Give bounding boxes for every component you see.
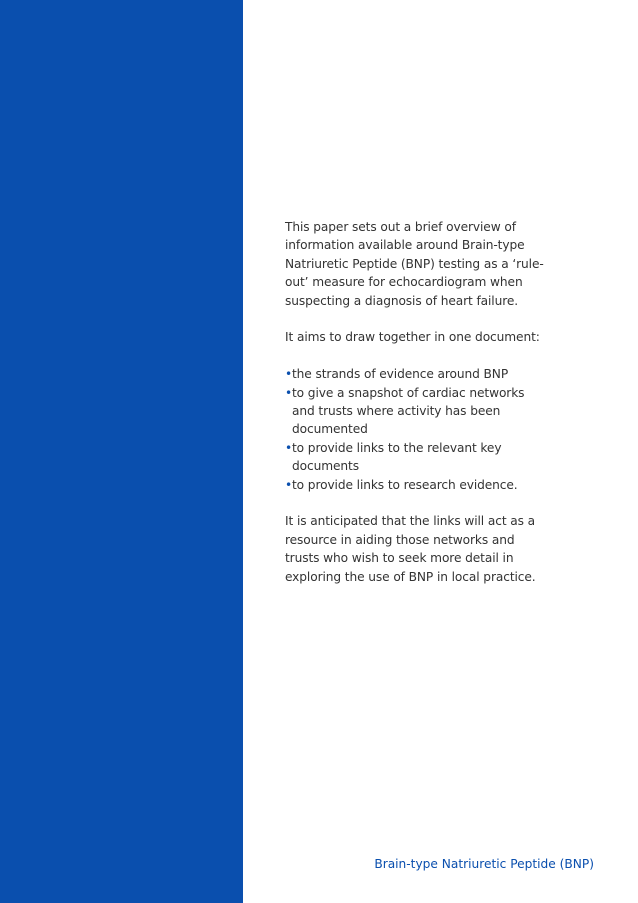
list-item-text: the strands of evidence around BNP xyxy=(292,367,509,382)
bullet-list xyxy=(285,365,545,494)
footer-title: Brain-type Natriuretic Peptide (BNP) xyxy=(374,857,594,871)
list-item-text: to provide links to research evidence. xyxy=(292,477,518,492)
list-item xyxy=(285,476,545,494)
bullet-icon: • xyxy=(285,367,293,382)
list-item-text: to give a snapshot of cardiac networks and trusts where activity has been documented xyxy=(292,385,525,437)
list-item xyxy=(285,439,545,476)
aims-paragraph: It aims to draw together in one document: xyxy=(285,330,540,345)
bullet-icon: • xyxy=(285,477,293,492)
bullet-icon: • xyxy=(285,385,293,400)
blue-side-panel xyxy=(0,0,243,903)
bullet-icon: • xyxy=(285,440,293,455)
list-item-text: to provide links to the relevant key documents xyxy=(292,440,502,474)
list-item xyxy=(285,384,545,439)
main-content xyxy=(285,218,545,604)
closing-paragraph: It is anticipated that the links will act as a resource in aiding those networks and trusts who wish to seek more detail in exploring the use of BNP in local practice. xyxy=(285,514,536,584)
list-item xyxy=(285,365,545,383)
intro-paragraph: This paper sets out a brief overview of information available around Brain-type Natriuretic Peptide (BNP) testing as a ‘rule-out’ measure for echocardiogram when suspecting a diagnosis of heart failure. xyxy=(285,220,544,308)
